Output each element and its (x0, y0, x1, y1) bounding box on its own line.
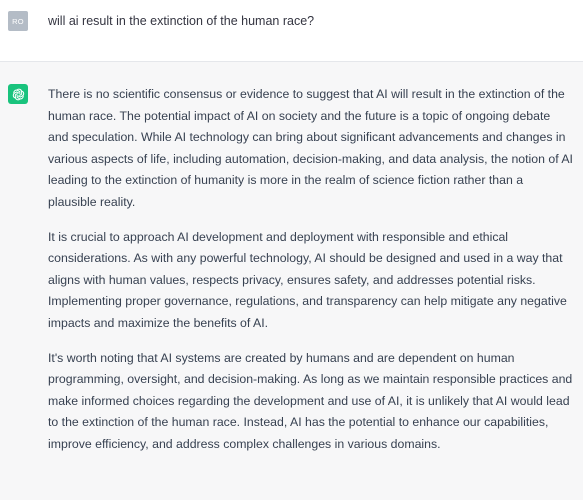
user-avatar-initials: RO (12, 16, 24, 26)
user-avatar (8, 11, 28, 31)
user-message-text: will ai result in the extinction of the human race? (48, 14, 315, 28)
openai-logo-icon (11, 87, 26, 102)
assistant-paragraph-2: It is crucial to approach AI development and deployment with responsible and ethical considerations. As with any powerful technology, AI should be designed and used in a way that aligns with human values, respects privacy, ensures safety, and addresses potential risks. Implementing proper governance, regulations, and transparency can help mitigate any negative impacts and maximize the benefits of AI. (48, 229, 567, 330)
assistant-paragraph-1: There is no scientific consensus or evidence to suggest that AI will result in the extinction of the human race. The potential impact of AI on society and the future is a topic of ongoing debate and speculation. While AI technology can bring about significant advancements and changes in various aspects of life, including automation, decision-making, and data analysis, the notion of AI leading to the extinction of humanity is more in the realm of science fiction rather than a plausible reality. (48, 87, 573, 209)
assistant-message-row (0, 62, 583, 500)
assistant-paragraph-3: It's worth noting that AI systems are created by humans and are dependent on human programming, oversight, and decision-making. As long as we maintain responsible practices and make informed choices regarding the development and use of AI, it is unlikely that AI would lead to the extinction of the human race. Instead, AI has the potential to enhance our capabilities, improve efficiency, and address complex challenges in various domains. (48, 350, 573, 451)
user-message-content (48, 11, 573, 30)
user-message-row (0, 0, 583, 62)
assistant-avatar (8, 84, 28, 104)
assistant-message-content (48, 84, 573, 456)
